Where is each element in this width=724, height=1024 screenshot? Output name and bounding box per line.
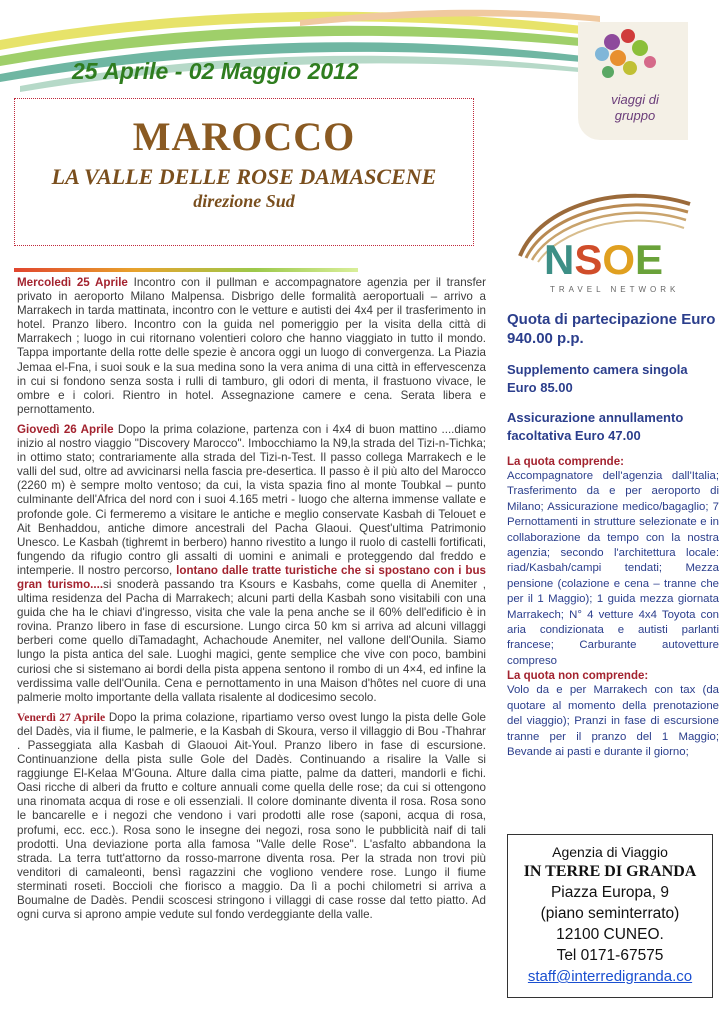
excludes-text: Volo da e per Marrakech con tax (da quotare al momento della prenotazione del viaggio); Pranzi in fase di escursione tranne per il pranzo del 1 Maggio; Bevande ai pasti e durante il giorno; bbox=[507, 684, 719, 758]
day-3-text: Dopo la prima colazione, ripartiamo verso ovest lungo la pista delle Gole del Dadès, via il fiume, le palmerie, e la Kasbah di Skoura, verso il villaggio di Bou -Thahrar . Passeggiata alla Kasbah di Glaouoi Ait-Youl. Pranzo libero in fase di escursione. Continuanzione della pista sulle Gole del Dadès. Continuando a risalire la Valle si raggiunge El-Kelaa M'Gouna. Alture dalla cima piatte, palme da datteri, mandorli e fichi. Oasi ricche di alberi da frutto e colture annuali come quella delle rose; da cui si ottengono una rinomata acqua di rose e oli essenziali. Il colore dominante diventa il rosa. Rosa sono le bancarelle e i negozi che vendono i vari prodotti alle rose (saponi, acqua di rosa, profumi, ecc. ecc.). Rosa sono le insegne dei negozi, rosa sono le pubblicità naif di tali prodotti. Una deviazione porta alla famosa "Valle delle Rose". L'asfalto abbandona la strada. La terra tutt'attorno da rosso-marrone diventa rosa. Per la strada non trovi più venditori di camaleonti, bensì ragazzini che vogliono vendere rose. Lungo il fiume sterminati roseti. Boccioli che fiorisco a maggio. Da lì a pochi chilometri si arriva a Boumalne de Dadès. Pendii scoscesi stringono i villaggi di case rosse dal tetto piatto. Ad ogni curva si aprono ampie vedute sul fondo verdeggiante della valle. bbox=[17, 710, 487, 922]
section-divider bbox=[14, 268, 358, 272]
day-1-text: Incontro con il pullman e accompagnatore agenzia per il transfer privato in aeroporto Milano Malpensa. Disbrigo delle formalità aeroportuali – arrivo a Marrakech in tarda mattinata, incontro con le vetture e autisti dei 4x4 per il trasferimento in hotel. Pranzo libero. Incontro con la guida nel pomeriggio per la visita della città di Marrakech ; luogo in cui ritornano volentieri coloro che hanno viaggiato in tutto il mondo. Tappa importante della rotte delle spezie è ancora oggi un luogo di convergenza. La Piazia Jemaa el-Fna, i suoi souk e la sua medina sono la vera anima di una città in effervescenza in cui si fondono senza sosta i rulli di tamburo, gli odori di menta, il frastuono vivace, le ombre e i colori. Rientro in hotel. Assegnazione camere e cena. Serata libera e pernottamento. bbox=[17, 276, 486, 416]
price-supplement: Supplemento camera singola Euro 85.00 bbox=[507, 362, 688, 395]
price-quota: Quota di partecipazione Euro 940.00 p.p. bbox=[507, 311, 716, 347]
day-3-label: Venerdì 27 Aprile bbox=[17, 710, 106, 724]
agency-name: IN TERRE DI GRANDA bbox=[523, 863, 697, 880]
trip-subtitle: LA VALLE DELLE ROSE DAMASCENE bbox=[51, 164, 437, 189]
day-1-label: Mercoledì 25 Aprile bbox=[17, 276, 128, 289]
trip-direction: direzione Sud bbox=[193, 191, 295, 211]
title-frame bbox=[14, 98, 474, 246]
agency-address: Piazza Europa, 9 bbox=[550, 884, 670, 901]
agency-phone: Tel 0171-67575 bbox=[556, 947, 664, 964]
agency-contact-box bbox=[507, 834, 713, 998]
day-2-label: Giovedì 26 Aprile bbox=[17, 422, 114, 436]
pricing-panel bbox=[507, 310, 719, 760]
agency-floor: (piano seminterrato) bbox=[540, 905, 680, 922]
trip-dates: 25 Aprile - 02 Maggio 2012 bbox=[72, 58, 359, 84]
destination-title: MAROCCO bbox=[132, 114, 356, 159]
itinerary-day-1 bbox=[17, 276, 486, 417]
itinerary-day-3 bbox=[17, 711, 486, 922]
includes-text: Accompagnatore dell'agenzia dall'Italia; Trasferimento da e per aeroporto di Milano; Assicurazione medico/bagaglio; 7 Pernottamenti in strutture selezionate e in collaborazione da tempo con la nostra agenzia; secondo l'architettura locale: riad/Kasbah/campi tendati; Mezza pensione (colazione e cena – tranne che per il 1 Maggio); 1 guida mezza giornata Marrakech; N° 4 vetture 4x4 Toyota con aria condizionata e autisti parlanti francese; Carburante autovetture compreso bbox=[507, 470, 719, 667]
itinerary bbox=[17, 276, 486, 928]
itinerary-day-2 bbox=[17, 423, 486, 705]
nsoe-logo bbox=[510, 186, 700, 296]
day-2-text-a: Dopo la prima colazione, partenza con i 4x4 di buon mattino ....diamo inizio al nostro viaggio "Discovery Marocco". Imbocchiamo la N9,la strada del Tizi-n-Tichka; in ottimo stato; contrariamente alla strada del Tizi-n-Test. Il passo collega Marrakech e le valli del sud, oltre ad avvicinarsi nella fascia pre-desertica. Il passo è il più alto del Marocco (2260 m) è sempre molto ventoso; da cui, la vista spazia fino al monte Toubkal – punto culminante dell'Africa del nord con i suoi 4.165 metri - luogo che alterna immense vallate e profonde gole. Ci fermeremo a visitare le antiche e meglio conservate Kasbah di Telouet e Ait Benhaddou, antiche dimore ancestrali del Pacha Glaoui. Quest'ultima Patrimonio Unesco. Le Kasbah (tighremt in berbero) hanno rivestito a lungo il ruolo di castelli fortificati, fungendo da rifugio contro gli assalti di uomini e animali e proteggendo dal freddo e intemperie. Il nostro percorso, bbox=[17, 422, 486, 577]
nsoe-tagline: TRAVEL NETWORK bbox=[550, 285, 680, 294]
nsoe-wordmark: NSOE bbox=[544, 236, 664, 283]
includes-heading: La quota comprende: bbox=[507, 456, 624, 468]
agency-email-link[interactable]: staff@interredigranda.co bbox=[527, 968, 693, 985]
excludes-heading: La quota non comprende: bbox=[507, 670, 649, 683]
day-2-text-b: si snoderà passando tra Ksours e Kasbahs, come quella di Anemiter , ultima residenza del Pacha di Marrakech; alcuni parti della Kasbah sono visitabili con una guida che ha le chiavi d'ingresso, visita che vale la pena anche se il 60% dell'edificio è in rovina. Pranzo libero in fase di escursione. Lungo circa 50 km si arriva ad alcuni villaggi berberi come quello diTamadaght, Achachoude Anemiter, nel vallone dell'Ounila. Siamo lungo la pista antica del sale. Luoghi magici, gente semplice che vive con poco, bambini curiosi che si sistemano ai bordi della pista appena sentono il rombo di un 4×4, ed infine la verdissima valle dell'Ounila. Cena e pernottamento in una Maison d'hôtes nel cuore di una palmerie molto importante della vallata risalente al dodicesimo secolo. bbox=[17, 577, 486, 704]
price-insurance: Assicurazione annullamento facoltativa Euro 47.00 bbox=[507, 410, 684, 443]
brand-tagline: viaggi di gruppo bbox=[611, 92, 659, 123]
day-2-highlight: lontano dalle tratte turistiche che si spostano con i bus gran turismo.... bbox=[17, 563, 486, 591]
agency-type: Agenzia di Viaggio bbox=[552, 844, 668, 860]
agency-city: 12100 CUNEO. bbox=[556, 926, 664, 943]
